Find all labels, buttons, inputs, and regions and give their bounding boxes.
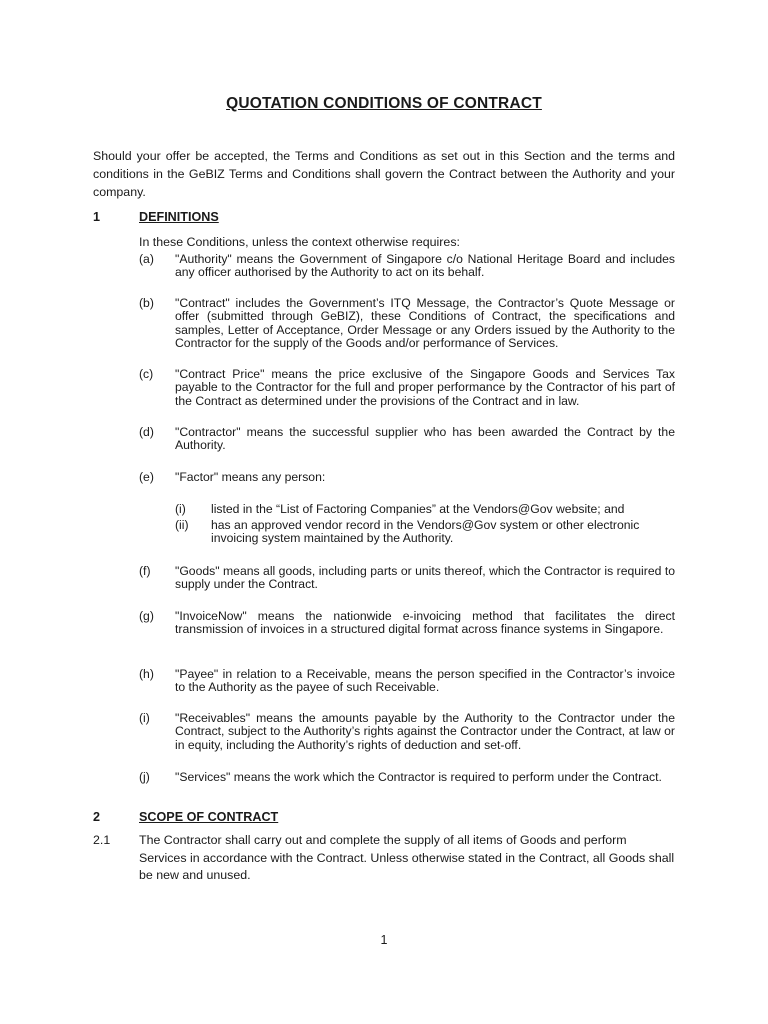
section-number: 1 [93, 210, 101, 224]
item-text: "Contract" includes the Government’s ITQ Message, the Contractor’s Quote Message or offer (submitted through GeBIZ), these Conditions of Contract, the specifications and samples, Letter of Acceptance, Order Message or any Orders issued by the Authority to the Contractor for the supply of the Goods and/or performance of Services. [175, 296, 675, 350]
item-label: (j) [139, 770, 150, 784]
intro-paragraph: Should your offer be accepted, the Terms and Conditions as set out in this Section and the terms and conditions in the GeBIZ Terms and Conditions shall govern the Contract between the Authority and your company. [93, 149, 675, 199]
item-text: "Receivables" means the amounts payable by the Authority to the Contractor under the Contract, subject to the Authority’s rights against the Contractor under the Contract, at law or in equity, including the Authority’s rights of deduction and set-off. [175, 711, 675, 752]
definition-item-h [139, 668, 675, 695]
item-text: "Factor" means any person: [175, 470, 326, 484]
subitem-label: (i) [175, 502, 186, 516]
item-label: (e) [139, 470, 154, 484]
item-label: (i) [139, 711, 150, 725]
item-text: "Contractor" means the successful supplier who has been awarded the Contract by the Authority. [175, 425, 675, 453]
definition-item-d [139, 426, 675, 453]
item-text: "Authority" means the Government of Singapore c/o National Heritage Board and includes any officer authorised by the Authority to act on its behalf. [175, 252, 675, 280]
item-text: "Contract Price" means the price exclusive of the Singapore Goods and Services Tax payable to the Contractor for the full and proper performance by the Contractor of his part of the Contract as determined under the provisions of the Contract and in law. [175, 367, 675, 408]
item-label: (h) [139, 667, 154, 681]
clause-label: 2.1 [93, 833, 111, 847]
factor-subitem-i [175, 503, 675, 516]
subitem-label: (ii) [175, 518, 189, 532]
subitem-text: listed in the “List of Factoring Companies” at the Vendors@Gov website; and [211, 502, 625, 516]
section-title: DEFINITIONS [139, 210, 219, 224]
definition-item-e [139, 471, 675, 484]
definition-item-f [139, 565, 675, 592]
section-number: 2 [93, 810, 101, 824]
page-number: 1 [380, 933, 388, 947]
definition-item-g [139, 610, 675, 637]
subitem-text: has an approved vendor record in the Vendors@Gov system or other electronic invoicing system maintained by the Authority. [211, 518, 640, 546]
item-text: "Payee" in relation to a Receivable, means the person specified in the Contractor’s invoice to the Authority as the payee of such Receivable. [175, 667, 675, 695]
item-label: (a) [139, 252, 154, 266]
item-label: (d) [139, 425, 154, 439]
definition-item-c [139, 368, 675, 408]
item-text: "Goods" means all goods, including parts or units thereof, which the Contractor is required to supply under the Contract. [175, 564, 675, 592]
definition-item-j [139, 771, 675, 784]
factor-subitem-ii [175, 519, 675, 546]
definition-item-a [139, 253, 675, 280]
item-label: (f) [139, 564, 151, 578]
section-title: SCOPE OF CONTRACT [139, 810, 279, 824]
item-text: "Services" means the work which the Contractor is required to perform under the Contract. [175, 770, 662, 784]
item-label: (b) [139, 296, 154, 310]
item-label: (c) [139, 367, 154, 381]
item-label: (g) [139, 609, 154, 623]
item-text: "InvoiceNow" means the nationwide e-invoicing method that facilitates the direct transmission of invoices in a structured digital format across finance systems in Singapore. [175, 609, 675, 637]
definition-item-i [139, 712, 675, 752]
clause-text: The Contractor shall carry out and complete the supply of all items of Goods and perform Services in accordance with the Contract. Unless otherwise stated in the Contract, all Goods shall be new and unused. [139, 833, 675, 882]
clause-2-1 [93, 832, 675, 885]
definition-item-b [139, 297, 675, 350]
document-title: QUOTATION CONDITIONS OF CONTRACT [226, 95, 542, 112]
definitions-lead: In these Conditions, unless the context otherwise requires: [139, 235, 460, 249]
